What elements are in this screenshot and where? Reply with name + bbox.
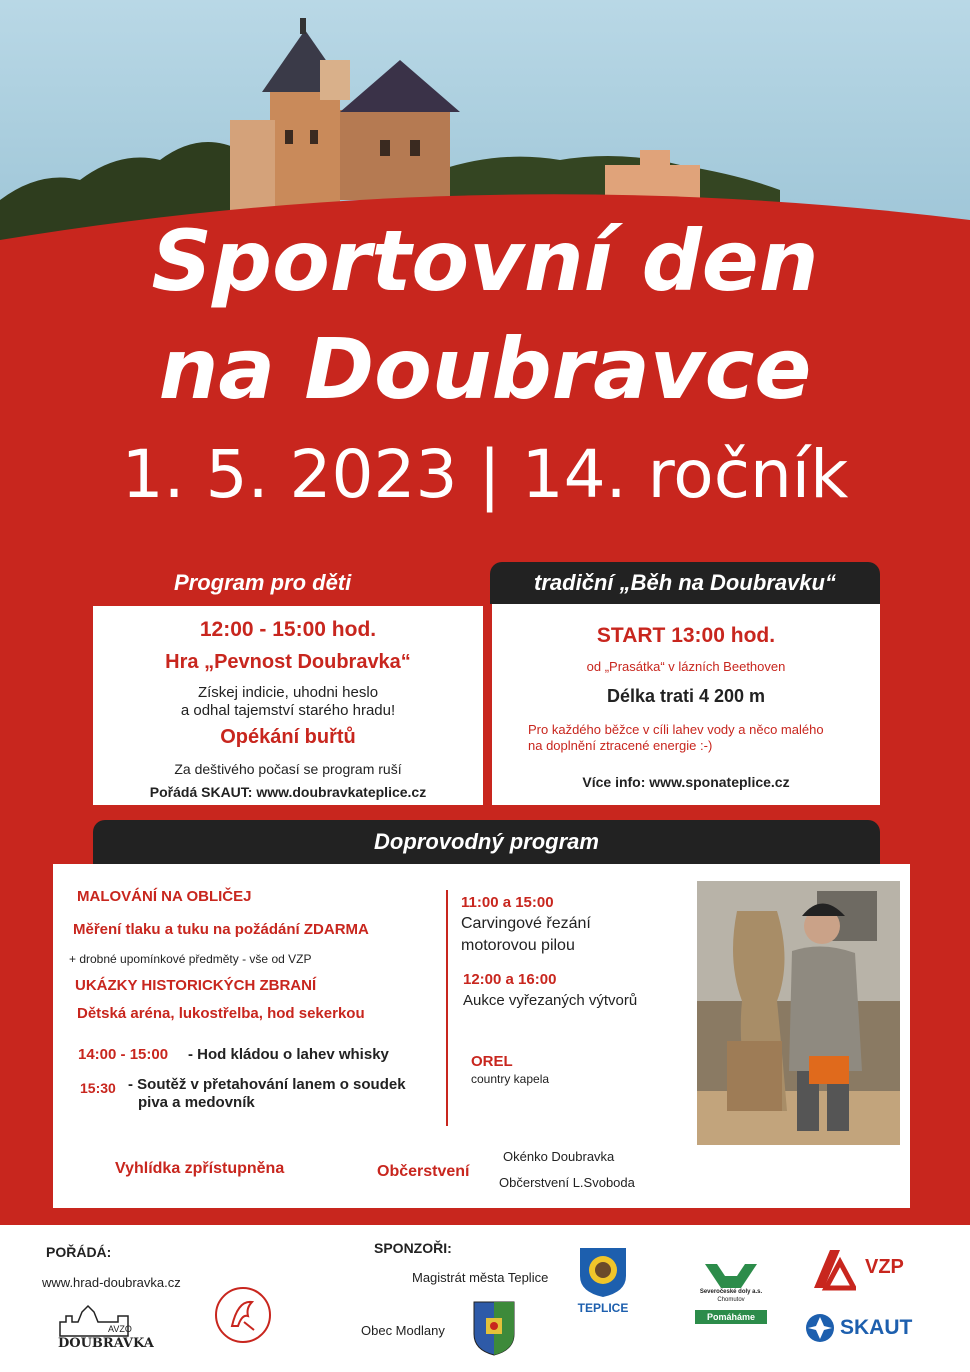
side-carving-time: 11:00 a 15:00 bbox=[461, 894, 554, 911]
kids-rain: Za deštivého počasí se program ruší bbox=[174, 761, 402, 777]
run-card bbox=[492, 604, 880, 805]
kids-organizer: Pořádá SKAUT: www.doubravkateplice.cz bbox=[149, 784, 427, 800]
run-info: Více info: www.sponateplice.cz bbox=[582, 774, 790, 790]
side-auction-text: Aukce vyřezaných výtvorů bbox=[463, 992, 638, 1009]
kids-game: Hra „Pevnost Doubravka“ bbox=[165, 651, 411, 673]
stamp-logo bbox=[214, 1286, 272, 1344]
footer-organizes-label: POŘÁDÁ: bbox=[46, 1244, 112, 1260]
kids-desc-1: Získej indicie, uhodni heslo bbox=[197, 684, 379, 701]
side-measure: Měření tlaku a tuku na požádání ZDARMA bbox=[73, 921, 369, 938]
sd-name-1: Severočeské doly a.s. bbox=[699, 1289, 763, 1295]
skaut-text: SKAUT bbox=[840, 1316, 913, 1339]
run-note-1: Pro každého běžce v cíli lahev vody a něco malého bbox=[528, 722, 824, 737]
side-log-text: - Hod kládou o lahev whisky bbox=[188, 1046, 389, 1063]
sd-name-2: Chomutov bbox=[717, 1297, 745, 1303]
kids-desc-2: a odhal tajemství starého hradu! bbox=[180, 702, 396, 719]
side-tug-text-2: piva a medovník bbox=[138, 1094, 255, 1111]
side-orel: OREL bbox=[471, 1053, 513, 1070]
sd-band: Pomáháme bbox=[695, 1310, 767, 1324]
side-weapons: UKÁZKY HISTORICKÝCH ZBRANÍ bbox=[75, 977, 317, 994]
side-paint: MALOVÁNÍ NA OBLIČEJ bbox=[77, 888, 252, 905]
side-carving-text-1: Carvingové řezání bbox=[461, 915, 591, 932]
side-refresh: Občerstvení bbox=[377, 1163, 470, 1180]
side-auction-time: 12:00 a 16:00 bbox=[463, 971, 557, 988]
sd-logo bbox=[695, 1262, 767, 1328]
event-date: 1. 5. 2023 | 14. ročník bbox=[121, 436, 849, 513]
title-line-1: Sportovní den bbox=[151, 212, 819, 310]
footer-sponsors-label: SPONZOŘI: bbox=[374, 1240, 452, 1256]
footer-magistrat: Magistrát města Teplice bbox=[412, 1270, 549, 1285]
title-line-2: na Doubravce bbox=[158, 320, 812, 418]
run-start: START 13:00 hod. bbox=[596, 624, 776, 647]
side-header bbox=[93, 820, 880, 864]
footer-web: www.hrad-doubravka.cz bbox=[42, 1275, 181, 1290]
skaut-logo bbox=[804, 1312, 924, 1346]
side-refresh-1: Okénko Doubravka bbox=[503, 1149, 615, 1164]
run-length: Délka trati 4 200 m bbox=[606, 686, 766, 706]
side-orel-sub: country kapela bbox=[471, 1072, 550, 1086]
teplice-coat-of-arms bbox=[578, 1246, 628, 1298]
side-lookout: Vyhlídka zpřístupněna bbox=[115, 1160, 285, 1177]
side-refresh-2: Občerstvení L.Svoboda bbox=[499, 1175, 635, 1190]
column-divider bbox=[446, 890, 448, 1126]
kids-time: 12:00 - 15:00 hod. bbox=[199, 618, 377, 641]
kids-card bbox=[93, 606, 483, 805]
carver-photo bbox=[697, 881, 900, 1145]
kids-header: Program pro děti bbox=[174, 570, 352, 595]
vzp-text: VZP bbox=[865, 1256, 904, 1278]
footer-modlany: Obec Modlany bbox=[361, 1323, 445, 1338]
side-header-text: Doprovodný program bbox=[374, 829, 599, 854]
side-card bbox=[53, 864, 910, 1208]
side-tug-text-1: - Soutěž v přetahování lanem o soudek bbox=[128, 1076, 406, 1093]
kids-roast: Opékání buřtů bbox=[220, 726, 356, 748]
side-log-time: 14:00 - 15:00 bbox=[78, 1046, 169, 1063]
side-carving-text-2: motorovou pilou bbox=[461, 937, 575, 954]
run-header-text: tradiční „Běh na Doubravku“ bbox=[534, 570, 836, 595]
vzp-logo bbox=[810, 1246, 920, 1292]
side-tug-time: 15:30 bbox=[80, 1080, 116, 1096]
avzo-logo bbox=[58, 1302, 154, 1354]
side-gifts: + drobné upomínkové předměty - vše od VZP bbox=[69, 952, 312, 966]
teplice-label: TEPLICE bbox=[577, 1301, 629, 1315]
run-header bbox=[490, 562, 880, 604]
side-arena: Dětská aréna, lukostřelba, hod sekerkou bbox=[77, 1005, 365, 1022]
avzo-small-text: AVZO bbox=[108, 1324, 132, 1334]
run-from: od „Prasátka“ v lázních Beethoven bbox=[586, 659, 786, 674]
run-note-2: na doplnění ztracené energie :-) bbox=[528, 738, 713, 753]
modlany-coat-of-arms bbox=[472, 1300, 516, 1356]
avzo-big-text: DOUBRAVKA bbox=[58, 1336, 154, 1351]
